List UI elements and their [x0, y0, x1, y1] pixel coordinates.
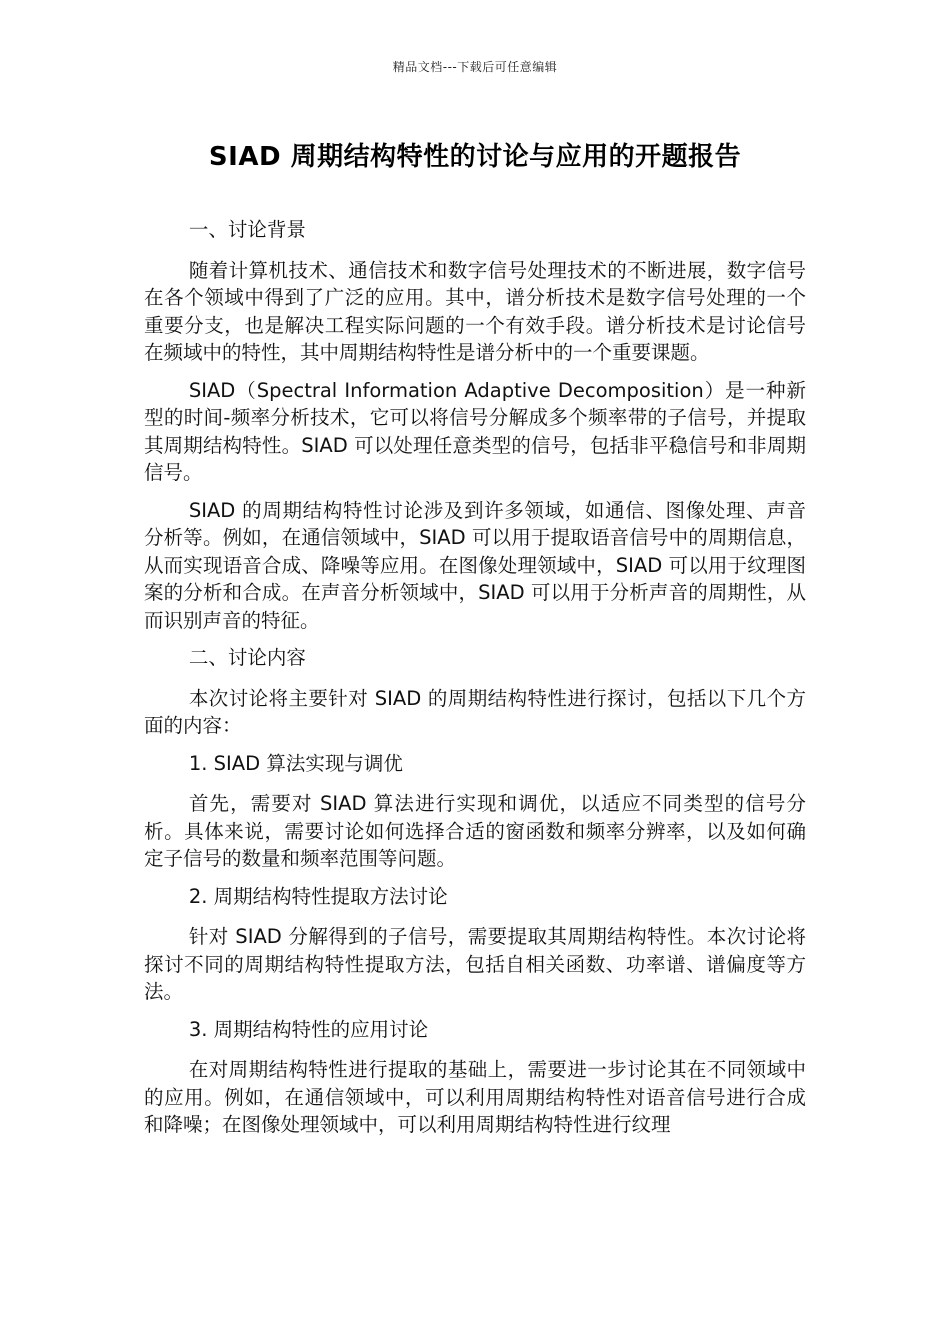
- paragraph-background-1: 随着计算机技术、通信技术和数字信号处理技术的不断进展，数字信号在各个领域中得到了广泛的应用。其中，谱分析技术是数字信号处理的一个重要分支，也是解决工程实际问题的一个有效手段。谱分析技术是讨论信号在频域中的特性，其中周期结构特性是谱分析中的一个重要课题。: [144, 258, 806, 364]
- subheading-algorithm: 1. SIAD 算法实现与调优: [188, 751, 403, 775]
- paragraph-algorithm: 首先，需要对 SIAD 算法进行实现和调优，以适应不同类型的信号分析。具体来说，需要讨论如何选择合适的窗函数和频率分辨率，以及如何确定子信号的数量和频率范围等问题。: [144, 792, 806, 870]
- document-body: [144, 216, 806, 1149]
- header-note: 精品文档---下载后可任意编辑: [392, 60, 558, 74]
- page-title: SIAD 周期结构特性的讨论与应用的开题报告: [208, 142, 742, 172]
- section-heading-background: 一、讨论背景: [188, 218, 306, 241]
- paragraph-application: 在对周期结构特性进行提取的基础上，需要进一步讨论其在不同领域中的应用。例如，在通信领域中，可以利用周期结构特性对语音信号进行合成和降噪；在图像处理领域中，可以利用周期结构特性进行纹理: [144, 1058, 806, 1136]
- paragraph-content-intro: 本次讨论将主要针对 SIAD 的周期结构特性进行探讨，包括以下几个方面的内容：: [144, 686, 806, 737]
- subheading-extraction: 2. 周期结构特性提取方法讨论: [188, 884, 448, 908]
- paragraph-background-2: SIAD（Spectral Information Adaptive Decomposition）是一种新型的时间-频率分析技术，它可以将信号分解成多个频率带的子信号，并提取其周期结构特性。SIAD 可以处理任意类型的信号，包括非平稳信号和非周期信号。: [144, 378, 806, 484]
- subheading-application: 3. 周期结构特性的应用讨论: [188, 1017, 429, 1041]
- section-heading-content: 二、讨论内容: [188, 646, 306, 669]
- paragraph-extraction: 针对 SIAD 分解得到的子信号，需要提取其周期结构特性。本次讨论将探讨不同的周期结构特性提取方法，包括自相关函数、功率谱、谱偏度等方法。: [144, 925, 806, 1003]
- paragraph-background-3: SIAD 的周期结构特性讨论涉及到许多领域，如通信、图像处理、声音分析等。例如，在通信领域中，SIAD 可以用于提取语音信号中的周期信息，从而实现语音合成、降噪等应用。在图像处理领域中，SIAD 可以用于纹理图案的分析和合成。在声音分析领域中，SIAD 可以用于分析声音的周期性，从而识别声音的特征。: [144, 498, 806, 632]
